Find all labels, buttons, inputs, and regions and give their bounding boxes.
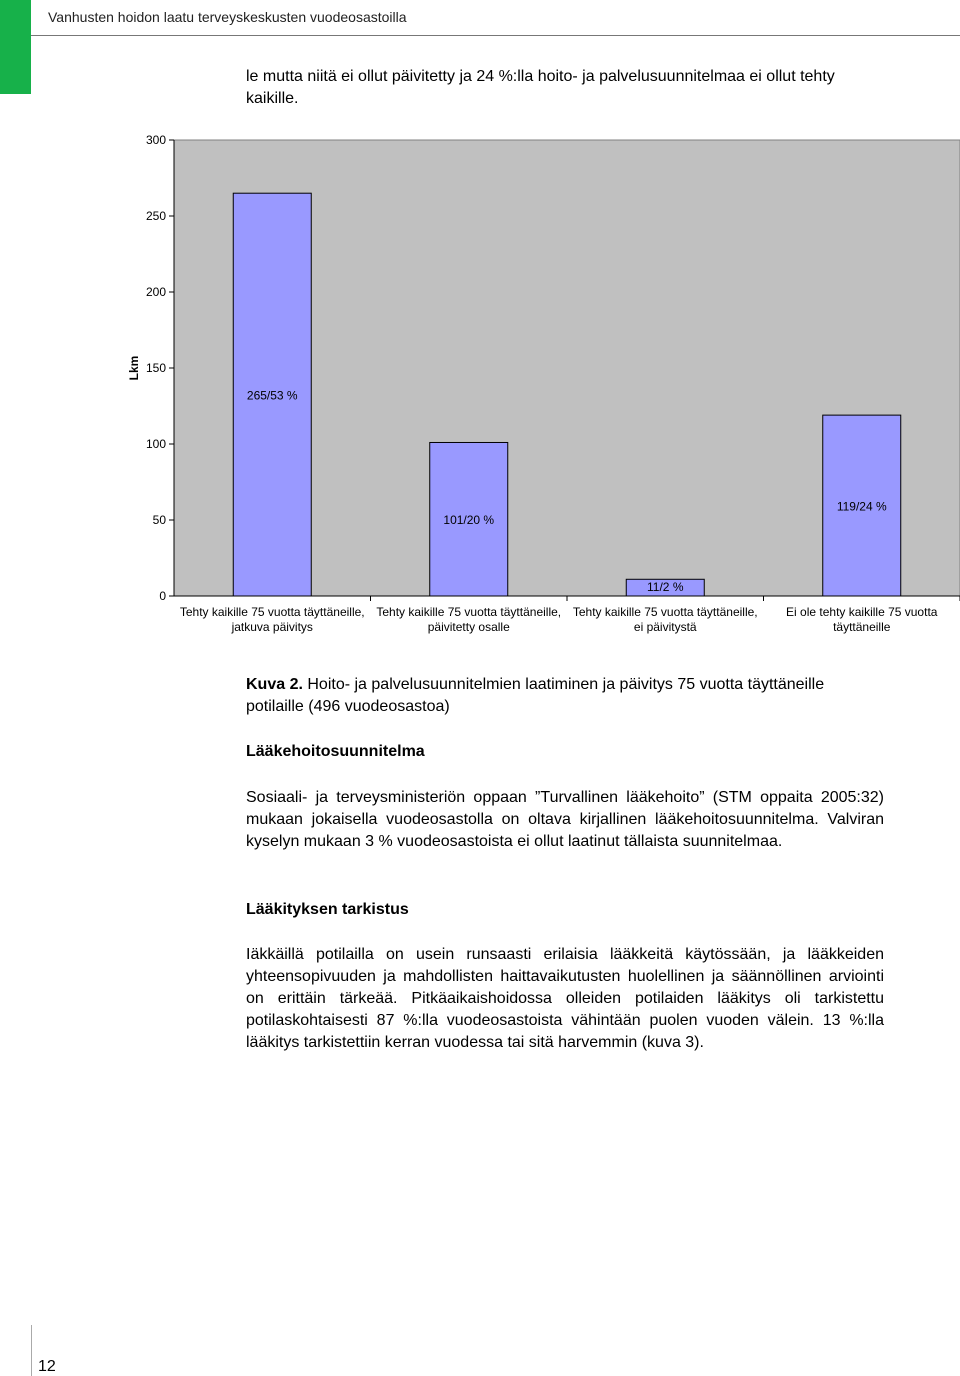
caption-text: Hoito- ja palvelusuunnitelmien laatiminen ja päivitys 75 vuotta täyttäneille potilaille (496 vuodeosastoa)	[246, 676, 825, 715]
y-tick-label: 50	[152, 513, 166, 527]
x-tick-label: päivitetty osalle	[427, 620, 510, 634]
x-tick-label: Tehty kaikille 75 vuotta täyttäneille,	[179, 605, 365, 619]
section-heading-medication-plan: Lääkehoitosuunnitelma	[246, 743, 425, 760]
caption-label: Kuva 2.	[246, 676, 303, 693]
x-tick-label: Tehty kaikille 75 vuotta täyttäneille,	[376, 605, 562, 619]
x-tick-label: täyttäneille	[833, 620, 891, 634]
x-tick-label: Ei ole tehty kaikille 75 vuotta	[786, 605, 938, 619]
footer-rule	[31, 1325, 32, 1376]
section-color-tab	[0, 0, 31, 94]
header-rule	[31, 35, 960, 36]
intro-paragraph: le mutta niitä ei ollut päivitetty ja 24 %:lla hoito- ja palvelusuunnitelmaa ei ollut tehty kaikille.	[246, 68, 835, 107]
figure-caption	[246, 674, 884, 718]
x-axis-labels	[180, 596, 960, 634]
section-body-medication-plan: Sosiaali- ja terveysministeriön oppaan ”Turvallinen lääkehoito” (STM oppaita 2005:32) mukaan jokaisella vuodeosastolla on oltava kirjallinen lääkehoitosuunnitelma. Valviran kyselyn mukaan 3 % vuodeosastoista ei ollut laatinut tällaista suunnitelmaa.	[246, 789, 884, 850]
x-tick-label: ei päivitystä	[633, 620, 697, 634]
page-number: 12	[38, 1358, 56, 1375]
y-tick-label: 100	[145, 437, 166, 451]
bar-chart	[100, 120, 960, 640]
x-tick-label: Tehty kaikille 75 vuotta täyttäneille,	[572, 605, 758, 619]
y-tick-label: 300	[145, 133, 166, 147]
y-tick-label: 150	[145, 361, 166, 375]
bar-data-label: 265/53 %	[246, 388, 298, 403]
y-tick-label: 200	[145, 285, 166, 299]
section-body-medication-review: Iäkkäillä potilailla on usein runsaasti erilaisia lääkkeitä käytössään, ja lääkkeiden yhteensopivuuden ja mahdollisten haittavaikutusten huolellinen ja säännöllinen arviointi on erittäin tärkeää. Pitkäaikaishoidossa olleiden potilaiden lääkitys oli tarkistettu potilaskohtaisesti 87 %:lla vuodeosastoista vähintään puolen vuoden välein. 13 %:lla lääkitys tarkistettiin kerran vuodessa tai sitä harvemmin (kuva 3).	[246, 946, 884, 1051]
bar-data-label: 101/20 %	[443, 513, 495, 527]
section-heading-medication-review: Lääkityksen tarkistus	[246, 901, 409, 918]
y-axis-label: Lkm	[127, 355, 141, 381]
x-tick-label: jatkuva päivitys	[231, 620, 313, 634]
y-tick-label: 250	[145, 209, 166, 223]
bar-data-label: 11/2 %	[647, 579, 684, 594]
bar-data-label: 119/24 %	[836, 499, 887, 514]
y-tick-label: 0	[159, 589, 166, 603]
running-header: Vanhusten hoidon laatu terveyskeskusten vuodeosastoilla	[48, 9, 407, 25]
